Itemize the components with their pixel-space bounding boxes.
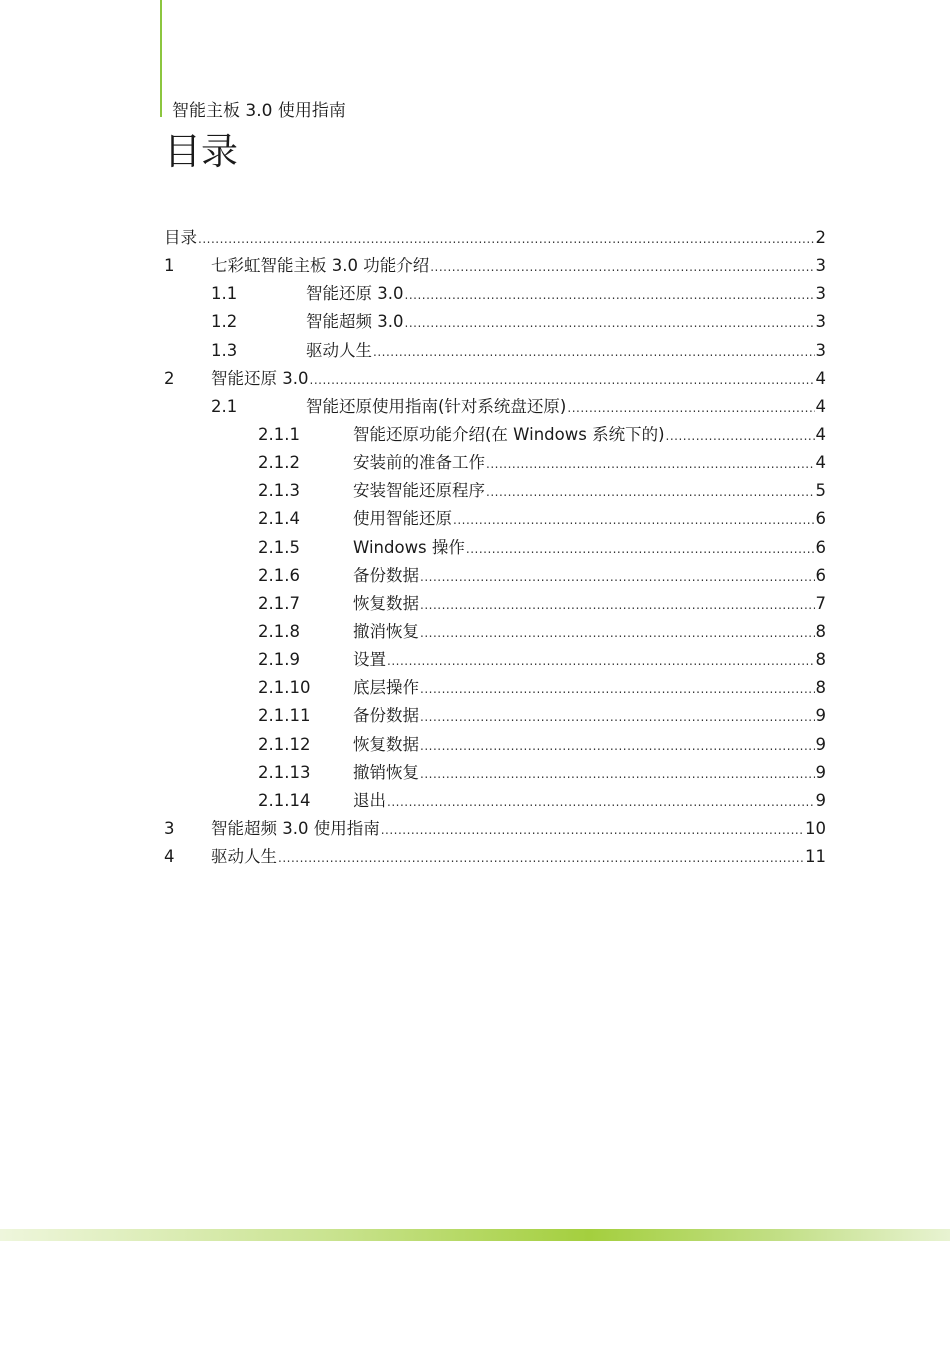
toc-entry[interactable] (164, 646, 826, 674)
toc-entry[interactable] (164, 365, 826, 393)
toc-entry[interactable] (164, 618, 826, 646)
toc-dot-leader (387, 787, 815, 816)
toc-entry-page-number: 11 (805, 847, 826, 867)
toc-entry-page-number: 8 (815, 650, 826, 670)
toc-entry-number: 1 (164, 256, 175, 276)
toc-dot-leader (381, 815, 804, 844)
toc-entry-number: 2.1.4 (258, 509, 300, 529)
toc-entry-number: 1.2 (211, 312, 238, 332)
toc-dot-leader (310, 365, 815, 394)
toc-entry[interactable] (164, 702, 826, 730)
toc-entry[interactable] (164, 252, 826, 280)
toc-entry-page-number: 3 (815, 256, 826, 276)
toc-entry-number: 2.1 (211, 396, 238, 416)
toc-entry[interactable] (164, 449, 826, 477)
toc-entry-page-number: 3 (815, 312, 826, 332)
toc-entry-title: 目录 (164, 228, 197, 247)
toc-entry-title: 智能还原使用指南(针对系统盘还原) (306, 396, 567, 416)
toc-entry-number: 2.1.5 (258, 537, 300, 557)
toc-entry-page-number: 10 (805, 818, 826, 838)
toc-entry[interactable] (164, 731, 826, 759)
toc-entry[interactable] (164, 843, 826, 871)
toc-entry-title: 撤销恢复 (353, 762, 419, 782)
toc-entry-page-number: 6 (815, 537, 826, 557)
toc-entry-title: 七彩虹智能主板 3.0 功能介绍 (211, 256, 430, 276)
toc-entry-number: 1.3 (211, 340, 238, 360)
toc-dot-leader (387, 646, 815, 675)
toc-entry-page-number: 5 (815, 481, 826, 501)
toc-entry-page-number: 6 (815, 565, 826, 585)
toc-entry-title: 备份数据 (353, 706, 419, 726)
toc-dot-leader (466, 534, 815, 563)
toc-entry[interactable] (164, 337, 826, 365)
toc-entry[interactable] (164, 534, 826, 562)
toc-dot-leader (278, 843, 804, 872)
toc-dot-leader (666, 421, 815, 450)
toc-dot-leader (420, 731, 815, 760)
toc-entry-title: 恢复数据 (353, 593, 419, 613)
toc-entry-number: 2.1.7 (258, 593, 300, 613)
toc-entry-page-number: 4 (815, 453, 826, 473)
toc-dot-leader (430, 252, 814, 281)
toc-entry-page-number: 7 (815, 593, 826, 613)
toc-entry[interactable] (164, 759, 826, 787)
toc-entry[interactable] (164, 477, 826, 505)
toc-entry[interactable] (164, 421, 826, 449)
toc-entry-number: 2 (164, 368, 175, 388)
toc-entry-number: 2.1.11 (258, 706, 311, 726)
toc-entry-number: 2.1.1 (258, 424, 300, 444)
toc-dot-leader (486, 477, 815, 506)
toc-entry-page-number: 9 (815, 706, 826, 726)
toc-entry-title: 备份数据 (353, 565, 419, 585)
toc-entry[interactable] (164, 224, 826, 252)
table-of-contents (164, 224, 826, 871)
toc-entry-number: 3 (164, 818, 175, 838)
toc-entry-page-number: 9 (815, 734, 826, 754)
toc-entry-number: 2.1.12 (258, 734, 311, 754)
toc-entry-title: 恢复数据 (353, 734, 419, 754)
toc-entry-number: 1.1 (211, 284, 238, 304)
toc-entry[interactable] (164, 280, 826, 308)
toc-entry-title: Windows 操作 (353, 537, 465, 557)
toc-dot-leader (420, 590, 815, 619)
toc-entry-page-number: 9 (815, 790, 826, 810)
toc-entry[interactable] (164, 674, 826, 702)
toc-entry-title: 智能还原 3.0 (211, 368, 309, 388)
toc-entry-page-number: 8 (815, 678, 826, 698)
toc-dot-leader (453, 505, 815, 534)
toc-entry-page-number: 8 (815, 621, 826, 641)
toc-dot-leader (405, 280, 815, 309)
toc-entry-title: 退出 (353, 790, 386, 810)
toc-dot-leader (420, 618, 815, 647)
toc-entry[interactable] (164, 815, 826, 843)
toc-entry-title: 智能还原 3.0 (306, 284, 404, 304)
toc-entry-title: 底层操作 (353, 678, 419, 698)
toc-dot-leader (420, 674, 815, 703)
toc-entry-page-number: 6 (815, 509, 826, 529)
toc-entry-page-number: 4 (815, 396, 826, 416)
toc-entry-title: 驱动人生 (211, 847, 277, 867)
toc-entry-page-number: 3 (815, 284, 826, 304)
toc-entry[interactable] (164, 393, 826, 421)
document-header-title: 智能主板 3.0 使用指南 (172, 101, 346, 121)
toc-dot-leader (486, 449, 815, 478)
toc-entry-page-number: 4 (815, 368, 826, 388)
toc-entry[interactable] (164, 590, 826, 618)
toc-entry-number: 2.1.3 (258, 481, 300, 501)
toc-entry[interactable] (164, 787, 826, 815)
toc-dot-leader (420, 759, 815, 788)
toc-dot-leader (567, 393, 814, 422)
header-accent-line (160, 0, 162, 117)
toc-entry[interactable] (164, 505, 826, 533)
toc-entry-title: 智能超频 3.0 使用指南 (211, 818, 380, 838)
toc-entry-title: 智能超频 3.0 (306, 312, 404, 332)
toc-dot-leader (420, 702, 815, 731)
page-title: 目录 (164, 130, 238, 173)
toc-entry-page-number: 3 (815, 340, 826, 360)
toc-entry-page-number: 2 (815, 228, 826, 247)
toc-entry-number: 2.1.14 (258, 790, 311, 810)
toc-entry-page-number: 9 (815, 762, 826, 782)
toc-entry-title: 撤消恢复 (353, 621, 419, 641)
toc-entry-title: 安装前的准备工作 (353, 453, 485, 473)
toc-entry-number: 2.1.9 (258, 650, 300, 670)
footer-gradient-band (0, 1229, 950, 1241)
toc-entry-number: 2.1.10 (258, 678, 311, 698)
toc-entry-title: 安装智能还原程序 (353, 481, 485, 501)
toc-entry-number: 2.1.2 (258, 453, 300, 473)
toc-entry-page-number: 4 (815, 424, 826, 444)
toc-entry-title: 使用智能还原 (353, 509, 452, 529)
toc-entry-number: 4 (164, 847, 175, 867)
toc-entry-number: 2.1.8 (258, 621, 300, 641)
toc-dot-leader (405, 308, 815, 337)
toc-entry-title: 驱动人生 (306, 340, 372, 360)
toc-entry-number: 2.1.6 (258, 565, 300, 585)
toc-entry-title: 智能还原功能介绍(在 Windows 系统下的) (353, 424, 665, 444)
toc-entry[interactable] (164, 308, 826, 336)
toc-entry-title: 设置 (353, 650, 386, 670)
toc-dot-leader (373, 337, 815, 366)
toc-entry-number: 2.1.13 (258, 762, 311, 782)
toc-dot-leader (420, 562, 815, 591)
toc-dot-leader (198, 224, 815, 253)
toc-entry[interactable] (164, 562, 826, 590)
